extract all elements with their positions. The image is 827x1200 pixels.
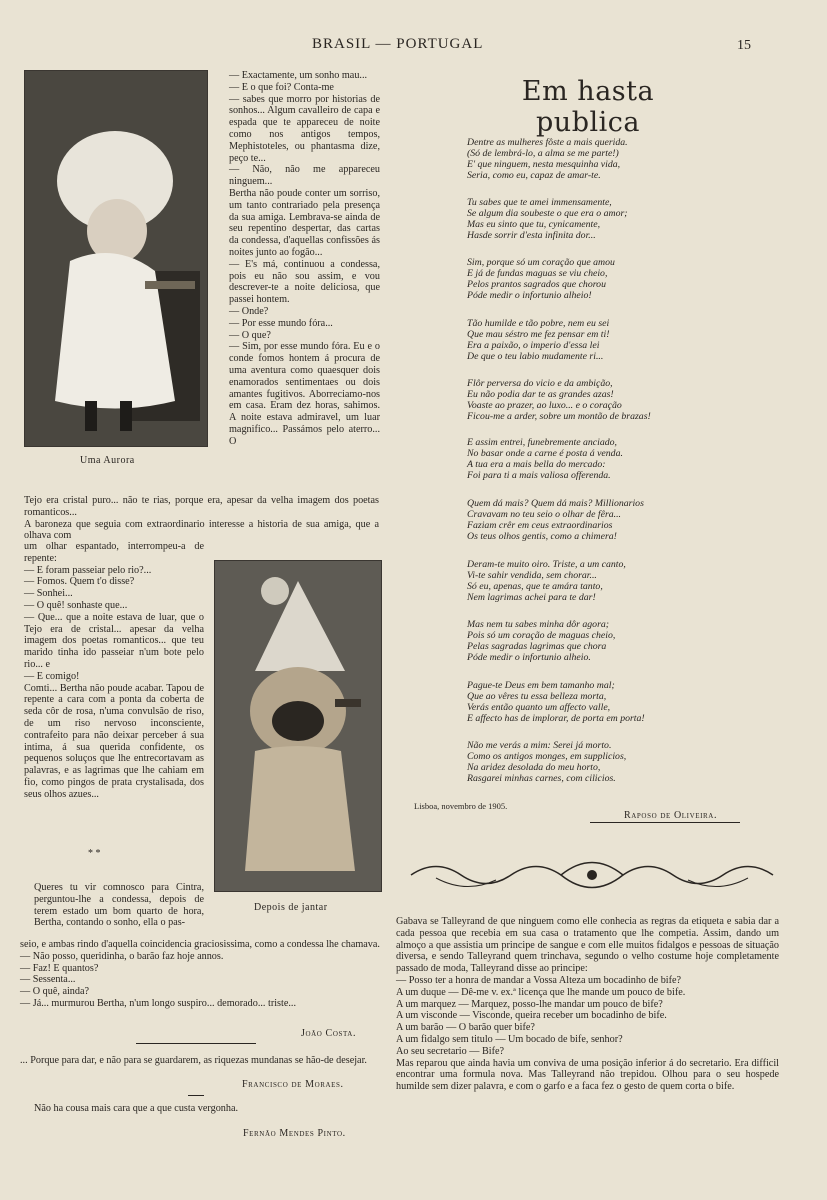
page-header	[0, 36, 827, 60]
poem-stanza-5: Flôr perversa do vicio e da ambição, Eu não podia dar te as grandes azas! Voaste ao prazer, ao luxo... e o coração Ficou-me a arder, sobre um montão de brazas!	[467, 378, 651, 422]
running-title: BRASIL — PORTUGAL	[312, 36, 484, 52]
dog-photo-illustration	[215, 561, 381, 891]
dog-photo	[214, 560, 382, 892]
dog-photo-caption: Depois de jantar	[254, 902, 328, 913]
poem-title: Em hasta publica	[521, 76, 655, 138]
story-block-4: Queres tu vir comnosco para Cintra, perguntou-lhe a condessa, depois de terem estado um bom quarto de hora, Bertha, contando o sonho, ella o pas-	[34, 882, 204, 929]
talleyrand-anecdote: Gabava se Talleyrand de que ninguem como elle conhecia as regras da etiqueta e sabia dar a cada pessoa que recebia em sua casa o tratamento que lhe competia. Assim, dando um almoço a que assistia um principe de sangue e com elle muitos fidalgos e pessoas de situação diversa, e sendo Talleyrand quem trinchava, segundo o velho costume hoje completamente passado de moda, Talleyrand disse ao principe: — Posso ter a honra de mandar a Vossa Alteza um bocadinho de bife? A um duque — Dê-me v. ex.ª licença que lhe mande um pouco de bife. A um marquez — Marquez, posso-lhe mandar um pouco de bife? A um visconde — Visconde, queira receber um bocadinho de bife. A um barão — O barão quer bife? A um fidalgo sem titulo — Um bocado de bife, senhor? Ao seu secretario — Bife? Mas reparou que ainda havia um conviva de uma posição inferior á do secretario. Era difficil encontrar uma formula nova. Mas Talleyrand não trepidou. Olhou para o seu hospede humilde sem dizer palavra, e com o garfo e a faca fez o gesto de quem corta o bife.	[396, 916, 779, 1093]
poem-stanza-10: Pague-te Deus em bem tamanho mal; Que ao vêres tu essa belleza morta, Verás então quanto um affecto valle, E affecto has de implorar, de porta em porta!	[467, 680, 645, 724]
girl-photo-caption: Uma Aurora	[80, 455, 135, 466]
poem-author: Raposo de Oliveira.	[624, 810, 718, 821]
story-block-3: um olhar espantado, interrompeu-a de repente: — E foram passeiar pelo rio?... — Fomos. Quem t'o disse? — Sonhei... — O quê! sonhaste que... — Que... que a noite estava de luar, que o Tejo era de cristal... apesar da velha imagem dos poetas romanticos... que teu marido tinha ido passeiar n'um bote pelo rio... e — E comigo! Comti... Bertha não poude acabar. Tapou de repente a cara com a ponta da coberta de seda côr de rosa, n'uma convulsão de riso, de um riso nervoso inconsciente, contrafeito para não deixar perceber á sua intima, á sua querida confidente, os pequenos soluços que lhe entrecortavam as palavras, e as lagrimas que lhe cahiam em fio, como pingos de prata crystalisada, dos seus olhos azues...	[24, 541, 204, 800]
poem-stanza-8: Deram-te muito oiro. Triste, a um canto, Vi-te sahir vendida, sem chorar... Só eu, apenas, que te amára tanto, Nem lagrimas achei para te dar!	[467, 559, 626, 603]
decorative-ornament	[406, 850, 778, 900]
poem-stanza-9: Mas nem tu sabes minha dôr agora; Pois só um coração de maguas cheio, Pelas sagradas lagrimas que chora Póde medir o infortunio alheio.	[467, 619, 616, 663]
poem-stanza-3: Sim, porque só um coração que amou E já de fundas maguas se viu cheio, Pelos prantos sagrados que chorou Póde medir o infortunio alheio!	[467, 257, 615, 301]
ornament-icon	[406, 850, 778, 900]
poem-author-rule	[590, 822, 740, 823]
divider	[136, 1043, 256, 1044]
story-block-5: seio, e ambas rindo d'aquella coincidencia graciosissima, como a condessa lhe chamava. — Não posso, queridinha, o barão faz hoje annos. — Faz! E quantos? — Sessenta... — O quê, ainda? — Já... murmurou Bertha, n'um longo suspiro... demorado... triste...	[20, 939, 380, 1009]
poem-place-date: Lisboa, novembro de 1905.	[414, 801, 508, 811]
page-number: 15	[737, 38, 751, 53]
poem-stanza-6: E assim entrei, funebremente anciado, No basar onde a carne é posta á venda. A tua era a mais bella do mercado: Foi para ti a mais valiosa offerenda.	[467, 437, 623, 481]
quote-moraes: ... Porque para dar, e não para se guardarem, as riquezas mundanas se hão-de desejar.	[20, 1055, 367, 1066]
section-stars: * *	[88, 848, 101, 859]
poem-stanza-7: Quem dá mais? Quem dá mais? Millionarios Cravavam no teu seio o olhar de fêra... Faziam crêr em ceus extraordinarios Os teus olhos gentis, como a chimera!	[467, 498, 644, 542]
quote-mendes-pinto: Não ha cousa mais cara que a que custa vergonha.	[34, 1103, 239, 1114]
story-block-2: Tejo era cristal puro... não te rias, porque era, apesar da velha imagem dos poetas romanticos... A baroneza que seguia com extraordinario interesse a historia de sua amiga, que a olhava com	[24, 495, 379, 542]
girl-photo	[24, 70, 208, 447]
story-block-1: — Exactamente, um sonho mau... — E o que foi? Conta-me — sabes que morro por historias de sonhos... Algum cavalleiro de capa e espada que te appareceu de noite como nos antigos tempos, Mephistoteles, ou phantasma dize, peço te... — Não, não me appareceu ninguem... Bertha não poude conter um sorriso, um tanto contrariado pela presença da sua amiga. Lembrava-se ainda de seu repentino despertar, das cartas da condessa, d'aquellas confissões ás noites junto ao fogão... — E's má, continuou a condessa, pois eu não sou assim, e vou descrever-te a noite deliciosa, que passei hontem. — Onde? — Por esse mundo fóra... — O que? — Sim, por esse mundo fóra. Eu e o conde fomos hontem á procura de uma aventura como quaesquer dois enamorados sentimentaes ou dois amantes fugitivos. Aborreciamo-nos em casa. Eram dez horas, sahimos. A noite estava admiravel, um luar magnifico... Passámos pelo aterro... O	[229, 70, 380, 447]
signature-fernao-mendes-pinto: Fernão Mendes Pinto.	[243, 1128, 346, 1139]
short-divider	[188, 1095, 204, 1096]
poem-stanza-4: Tão humilde e tão pobre, nem eu sei Que mau séstro me fez pensar em ti! Era a paixão, o imperio d'essa lei De que o teu labio mudamente ri...	[467, 318, 610, 362]
poem-stanza-2: Tu sabes que te amei immensamente, Se algum dia soubeste o que era o amor; Mas eu sinto que tu, cynicamente, Hasde sorrir d'esta infinita dor...	[467, 197, 628, 241]
poem-stanza-11: Não me verás a mim: Serei já morto. Como os antigos monges, em supplicios, Na aridez desolada do meu horto, Rasgarei minhas carnes, com cilicios.	[467, 740, 627, 784]
signature-francisco-de-moraes: Francisco de Moraes.	[242, 1079, 344, 1090]
signature-joao-costa: João Costa.	[301, 1028, 357, 1039]
poem-stanza-1: Dentre as mulheres fôste a mais querida. (Só de lembrá-lo, a alma se me parte!) E' que ninguem, nesta mesquinha vida, Seria, como eu, capaz de amar-te.	[467, 137, 628, 181]
girl-photo-illustration	[25, 71, 207, 446]
